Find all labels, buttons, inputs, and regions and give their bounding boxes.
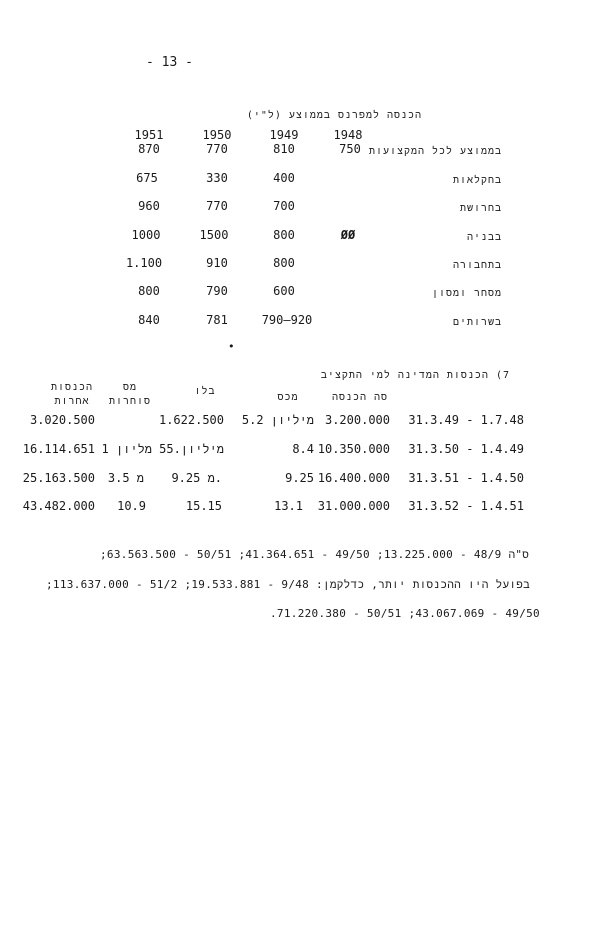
year-header-1949: 1949 — [269, 128, 299, 142]
state-row-period: 31.3.49 - 1.7.48 — [408, 413, 524, 427]
state-row-tax: 13.1 — [274, 499, 303, 513]
income-cell-1950: 790 — [206, 284, 228, 298]
footnote-line-3: .71.220.380 - 50/51 ;43.067.069 - 49/50 — [270, 607, 540, 620]
income-cell-1948: ØØ — [340, 228, 356, 242]
state-row-tax: 9.25 — [285, 471, 314, 485]
state-row-other-income: 3.020.500 — [29, 413, 95, 427]
state-row-excise: 15.15 — [185, 499, 222, 513]
income-cell-1949: 800 — [273, 228, 295, 242]
year-header-1948: 1948 — [333, 128, 363, 142]
header-excise: בלו — [194, 386, 216, 397]
income-row-label: מסחר ומסון — [431, 288, 502, 299]
state-row-period: 31.3.52 - 1.4.51 — [408, 499, 524, 513]
header-other-income-line2: אחרות — [54, 396, 90, 407]
header-other-tax-line1: מס — [122, 382, 137, 393]
page-number: - 13 - — [146, 55, 193, 70]
state-row-total: 16.400.000 — [317, 471, 390, 485]
state-row-excise: 9.25 מ. — [171, 471, 222, 485]
state-row-tax: 8.4 — [292, 442, 314, 456]
income-cell-1951: 675 — [136, 171, 158, 185]
footnote-line-2: ;113.637.000 - 51/2 ;בפועל היו ההכנסות יותר, כדלקמן: 9/48 - 19.533.881 — [46, 578, 531, 591]
income-cell-1950: 770 — [206, 142, 228, 156]
income-cell-1950: 770 — [206, 199, 228, 213]
state-row-period: 31.3.51 - 1.4.50 — [408, 471, 524, 485]
income-row-label: בחקלאות — [452, 175, 502, 186]
income-row-label: בבניה — [466, 232, 502, 243]
state-row-other-tax: 1 מליון — [101, 442, 152, 456]
header-tax: מכס — [277, 392, 299, 403]
stray-mark: • — [228, 340, 235, 353]
income-section-title: הכנסה למפרנס בממוצע (ל"י) — [246, 110, 422, 121]
income-cell-1951: 960 — [138, 199, 160, 213]
state-row-other-income: 16.114.651 — [22, 442, 95, 456]
state-row-other-tax: 10.9 — [117, 499, 146, 513]
income-cell-1949: 790–920 — [261, 313, 313, 327]
state-row-total: 10.350.000 — [317, 442, 390, 456]
header-other-tax-line2: סוחרות — [108, 396, 151, 407]
income-cell-1949: 400 — [273, 171, 295, 185]
income-cell-1951: 1.100 — [125, 256, 163, 270]
income-row-label: בממוצע לכל המקצועות — [368, 146, 502, 157]
income-cell-1949: 700 — [273, 199, 295, 213]
income-cell-1949: 810 — [273, 142, 295, 156]
state-row-other-income: 25.163.500 — [22, 471, 95, 485]
year-header-1951: 1951 — [134, 128, 164, 142]
header-other-income-line1: הכנסות — [50, 382, 93, 393]
income-cell-1950: 910 — [206, 256, 228, 270]
income-row-label: בתחבורה — [452, 260, 502, 271]
header-total: סה הכנסה — [331, 392, 389, 403]
state-row-total: 31.000.000 — [317, 499, 390, 513]
income-cell-1949: 800 — [273, 256, 295, 270]
state-row-excise: 1.622.500 — [158, 413, 224, 427]
state-row-tax: 5.2 מיליון — [241, 413, 314, 427]
income-cell-1950: 330 — [206, 171, 228, 185]
income-cell-1948: 750 — [339, 142, 361, 156]
state-section-title: 7) הכנסות המדינה למי התקציב — [320, 370, 510, 381]
income-row-label: בחרושת — [459, 203, 502, 214]
year-header-1950: 1950 — [202, 128, 232, 142]
income-cell-1950: 781 — [206, 313, 228, 327]
state-row-other-tax: 3.5 מ — [107, 471, 144, 485]
income-row-label: בשרותים — [452, 317, 502, 328]
income-cell-1949: 600 — [273, 284, 295, 298]
state-row-excise: 5מיליון.5 — [159, 442, 224, 456]
income-cell-1951: 800 — [138, 284, 160, 298]
state-row-total: 3.200.000 — [324, 413, 390, 427]
state-row-other-income: 43.482.000 — [22, 499, 95, 513]
income-cell-1951: 1000 — [131, 228, 161, 242]
footnote-line-1: ;63.563.500 - 50/51 ;41.364.651 - 49/50 ;13.225.000 - 48/9 ס"ה — [100, 548, 530, 561]
income-cell-1951: 840 — [138, 313, 160, 327]
income-cell-1951: 870 — [138, 142, 160, 156]
state-row-period: 31.3.50 - 1.4.49 — [408, 442, 524, 456]
income-cell-1950: 1500 — [199, 228, 229, 242]
